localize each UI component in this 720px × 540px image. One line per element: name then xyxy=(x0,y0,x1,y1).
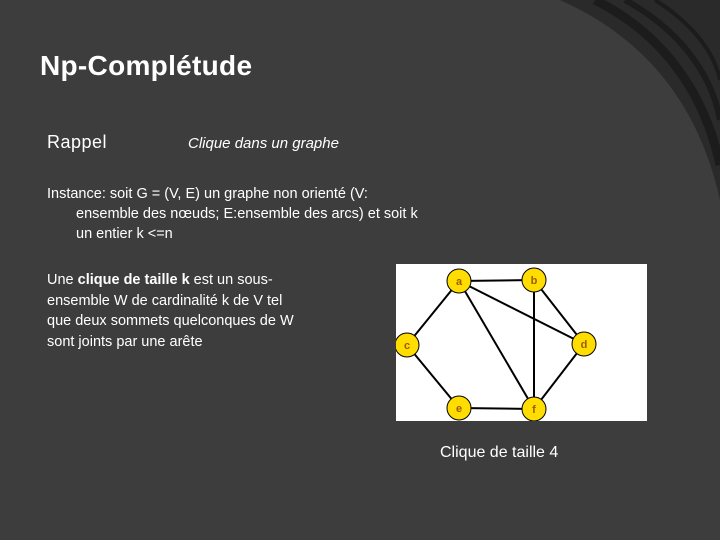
graph-node-label-a: a xyxy=(455,276,463,288)
graph-node-label-b: b xyxy=(530,275,538,287)
definition-line-1 xyxy=(47,270,347,291)
figure-caption: Clique de taille 4 xyxy=(440,444,559,461)
definition-line-3: que deux sommets quelconques de W xyxy=(47,313,294,329)
instance-line-3: un entier k <=n xyxy=(76,226,173,242)
definition-suffix: est un sous- xyxy=(189,272,273,288)
section-label: Rappel xyxy=(47,132,108,152)
instance-line-1: Instance: soit G = (V, E) un graphe non orienté (V: xyxy=(47,186,368,202)
instance-text xyxy=(47,184,507,244)
slide-subtitle: Clique dans un graphe xyxy=(188,135,339,152)
graph-node-label-d: d xyxy=(580,339,588,351)
graph-node-label-e: e xyxy=(455,403,463,415)
instance-line-2: ensemble des nœuds; E:ensemble des arcs) et soit k xyxy=(76,206,418,222)
graph-figure xyxy=(396,264,647,421)
definition-prefix: Une xyxy=(47,272,78,288)
definition-bold-term: clique de taille k xyxy=(77,272,190,288)
graph-node-label-f: f xyxy=(532,404,536,416)
definition-line-2: ensemble W de cardinalité k de V tel xyxy=(47,292,283,309)
definition-line-4: sont joints par une arête xyxy=(47,333,203,350)
slide-title: Np-Complétude xyxy=(40,50,253,81)
clique-definition xyxy=(47,270,347,352)
clique-graph xyxy=(396,264,647,421)
graph-node-label-c: c xyxy=(403,340,411,352)
